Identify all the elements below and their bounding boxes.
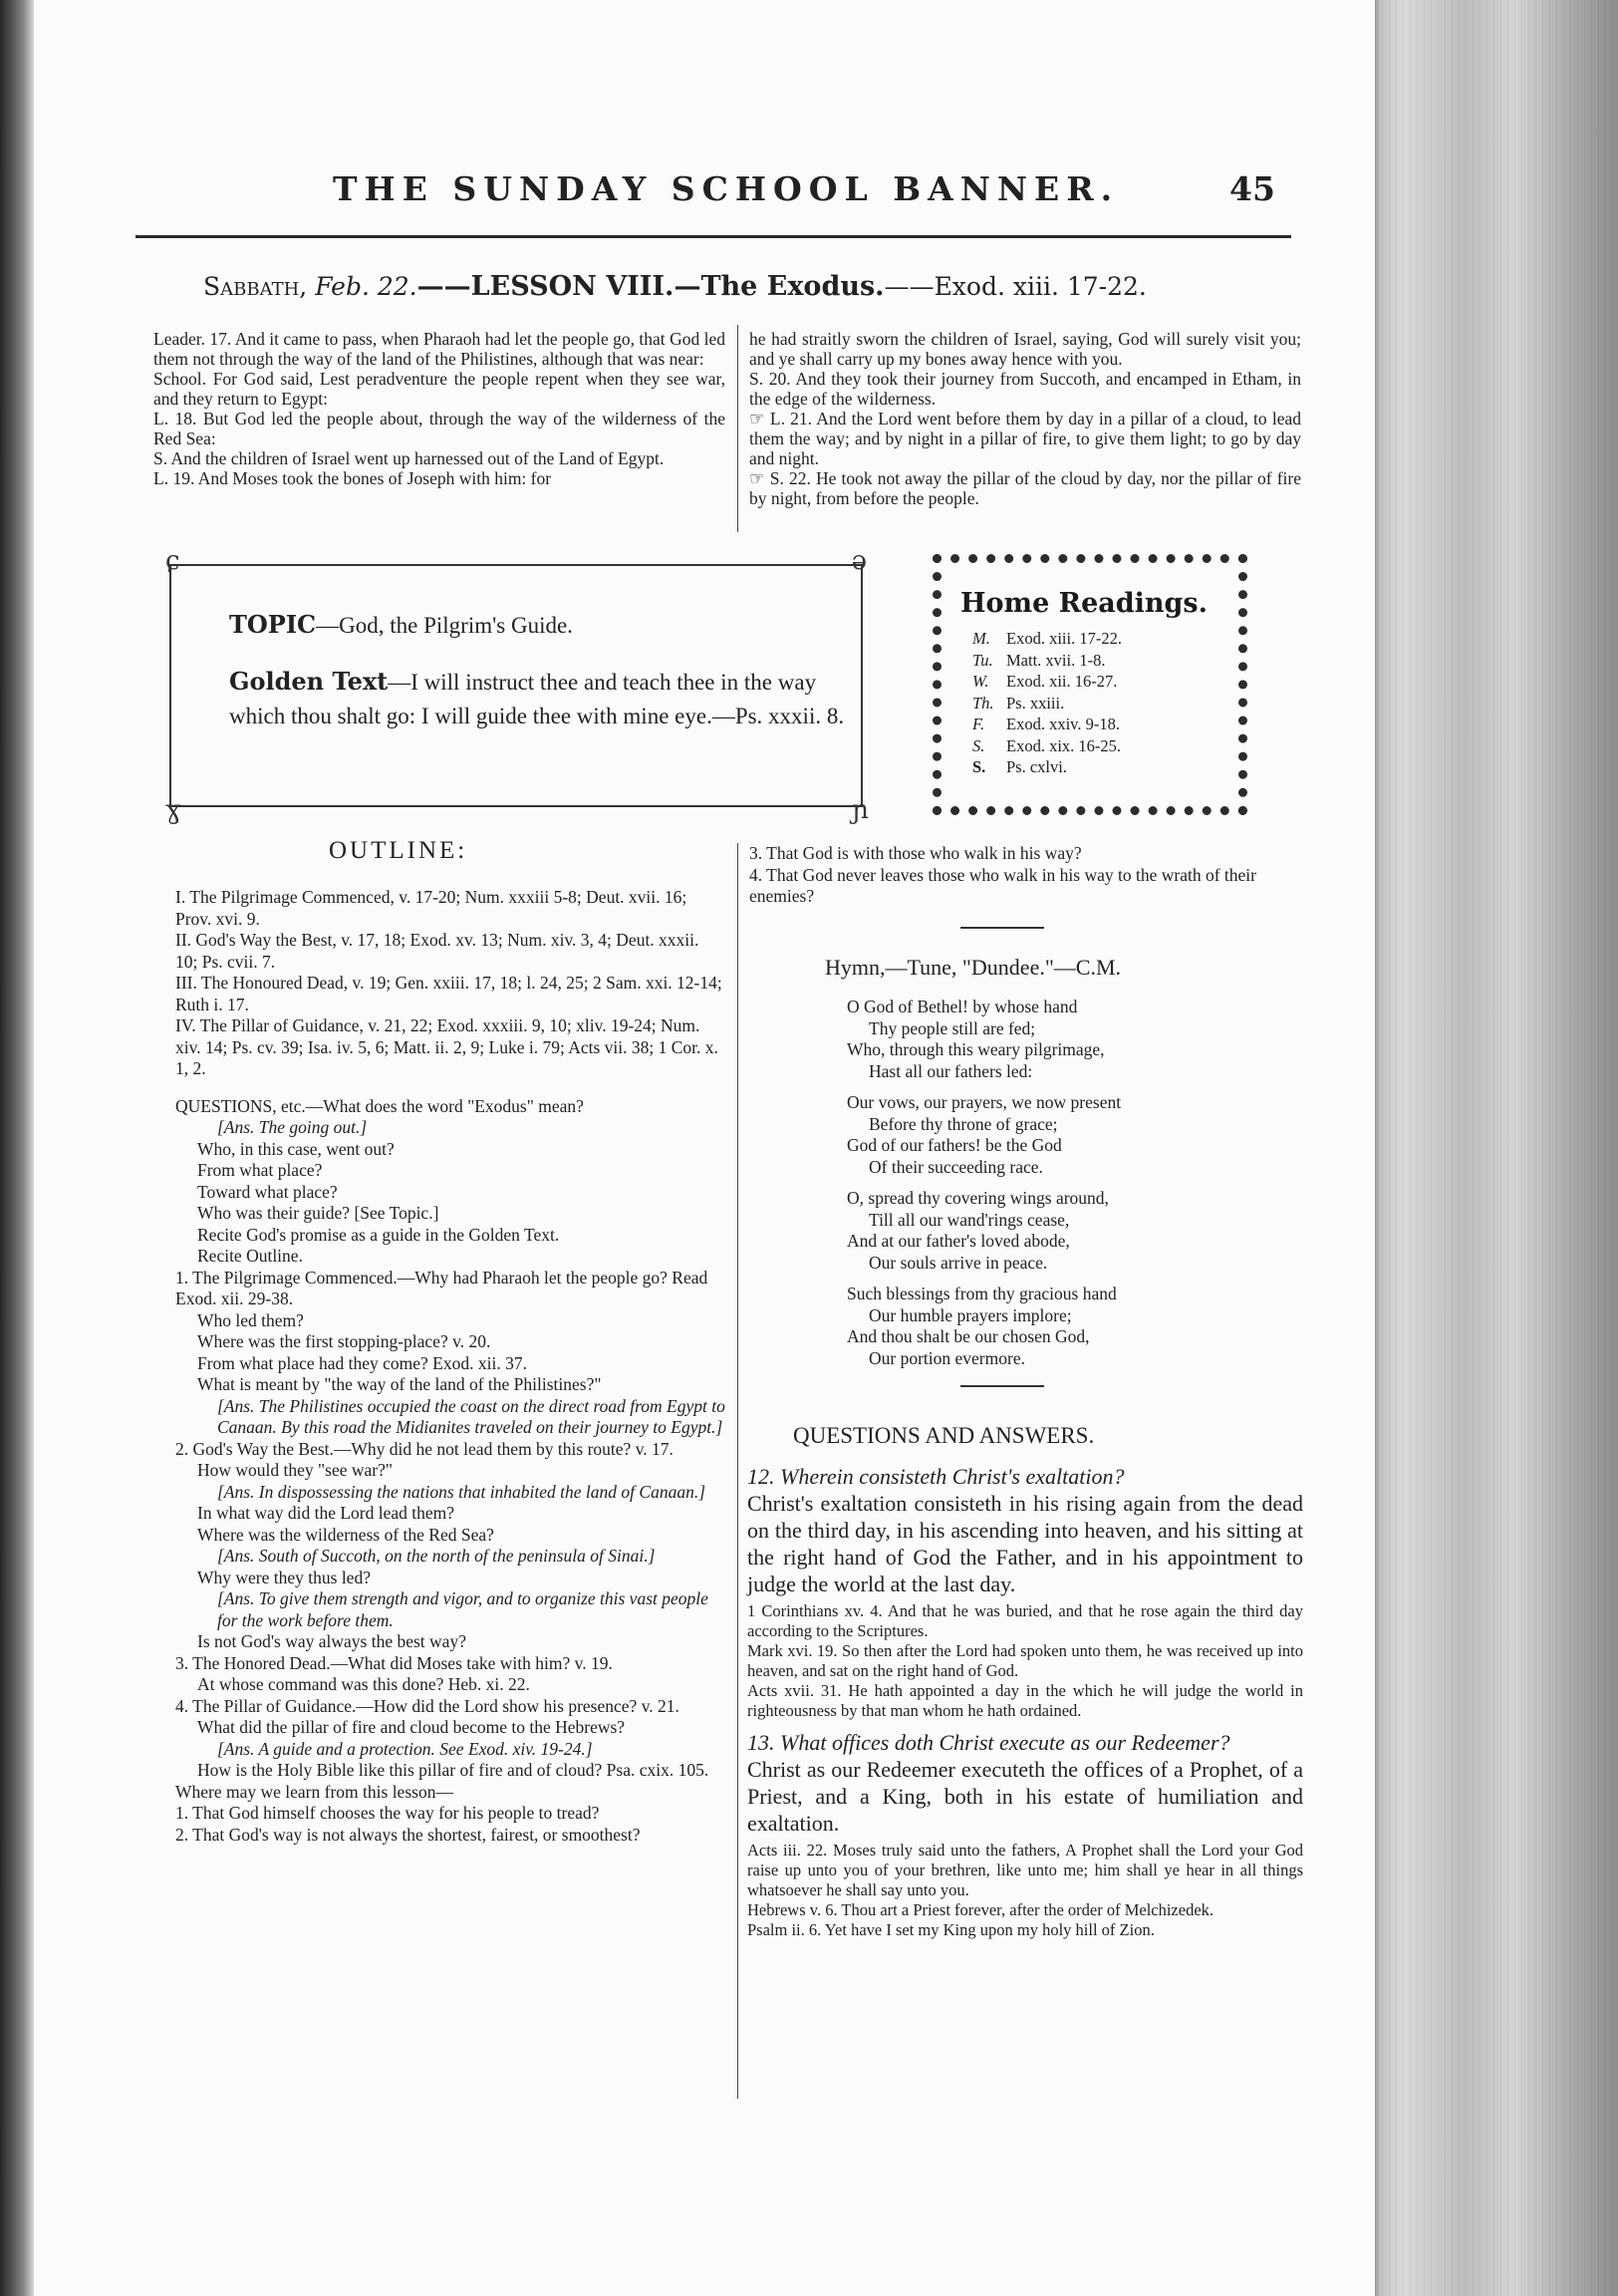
answer-line: [Ans. South of Succoth, on the north of the peninsula of Sinai.] [217,1546,656,1566]
lesson-day: Sabbath, [203,272,308,301]
page-number: 45 [1229,169,1275,208]
hymn-heading: Hymn,—Tune, "Dundee."—C.M. [825,955,1122,980]
scripture-verse: L. 18. But God led the people about, through the way of the wilderness of the Red Sea: [153,409,725,448]
question-line: Is not God's way always the best way? [197,1631,466,1651]
question-line: What is meant by "the way of the land of the Philistines?" [197,1374,602,1394]
qa-heading: QUESTIONS AND ANSWERS. [793,1423,1095,1448]
question-13: 13. What offices doth Christ execute as our Redeemer? [747,1730,1230,1755]
hymn [847,997,1285,1369]
answer-13: Christ as our Redeemer executeth the offices of a Prophet, of a Priest, and a King, both in his estate of humiliation and exaltation. [747,1757,1303,1836]
outline-item: IV. The Pillar of Guidance, v. 21, 22; Exod. xxxiii. 9, 10; xliv. 19-24; Num. xiv. 14; Ps. cv. 39; Isa. iv. 5, 6; Matt. ii. 2, 9; Luke i. 79; Acts vii. 38; 1 Cor. x. 1, 2. [175,1015,718,1078]
proof-text: Hebrews v. 6. Thou art a Priest forever, after the order of Melchizedek. [747,1900,1214,1919]
book-page-edges [1375,0,1618,2296]
column-separator [737,843,738,2099]
reading-item: F. Exod. xxiv. 9-18. [972,715,1120,733]
golden-text-label: Golden Text [229,667,389,696]
golden-text [229,665,867,733]
answer-line: [Ans. A guide and a protection. See Exod. xiv. 19-24.] [217,1738,593,1759]
scripture-right-column [749,329,1301,508]
proof-text: Acts iii. 22. Moses truly said unto the fathers, A Prophet shall the Lord your God raise up unto you of your brethren, like unto me; him shall ye hear in all things whatsoever he shall say unto you. [747,1841,1303,1899]
question-line: Recite Outline. [197,1246,303,1266]
reading-item: S. Exod. xix. 16-25. [972,735,1122,755]
qa-section [747,1463,1303,1940]
question-line: From what place? [197,1160,323,1180]
corner-ornament: ɣ [165,795,181,825]
scripture-verse: School. For God said, Lest peradventure the people repent when they see war, and they return to Egypt: [153,369,725,409]
page [34,0,1375,2296]
hymn-stanza: O God of Bethel! by whose hand Thy people still are fed; Who, through this weary pilgrimage, Hast all our fathers led: [847,997,1105,1081]
question-line: How is the Holy Bible like this pillar of fire and of cloud? Psa. cxix. 105. [197,1760,709,1780]
outline-item: I. The Pilgrimage Commenced, v. 17-20; Num. xxxiii 5-8; Deut. xvii. 16; Prov. xvi. 9. [175,887,687,929]
divider [960,1385,1044,1387]
divider [960,927,1044,929]
column-separator [737,325,738,532]
home-readings-box [933,554,1247,815]
question-line: Where was the first stopping-place? v. 20. [197,1331,491,1351]
question-12: 12. Wherein consisteth Christ's exaltation? [747,1464,1125,1489]
topic-line [229,608,867,643]
question-line: Toward what place? [197,1181,338,1202]
answer-12: Christ's exaltation consisteth in his rising again from the dead on the third day, in his ascending into heaven, and his sitting at the right hand of God the Father, and in his appointment to judge the world at the last day. [747,1491,1303,1596]
question-line: Who was their guide? [See Topic.] [197,1203,439,1223]
header-rule [135,235,1291,238]
reading-item: W. Exod. xii. 16-27. [972,672,1118,691]
scripture-verse: Leader. 17. And it came to pass, when Pharaoh had let the people go, that God led them not through the way of the land of the Philistines, although that was near: [153,329,725,369]
proof-text: Acts xvii. 31. He hath appointed a day in the which he will judge the world in righteousness by that man whom he hath ordained. [747,1681,1303,1720]
section-question: 1. The Pilgrimage Commenced.—Why had Pharaoh let the people go? Read Exod. xii. 29-38. [175,1267,708,1308]
topic-label: TOPIC [229,610,317,639]
question-line: 2. That God's way is not always the shortest, fairest, or smoothest? [175,1824,641,1845]
left-column [175,887,725,1846]
question-line: Why were they thus led? [197,1567,371,1587]
question-line: From what place had they come? Exod. xii. 37. [197,1352,527,1373]
lesson-title: —The Exodus. [674,271,885,302]
section-question: 4. The Pillar of Guidance.—How did the Lord show his presence? v. 21. [175,1695,679,1716]
outline-item: III. The Honoured Dead, v. 19; Gen. xxiii. 17, 18; l. 24, 25; 2 Sam. xxi. 12-14; Ruth i. 17. [175,973,722,1014]
reading-item: Tu. Matt. xvii. 1-8. [972,650,1106,670]
reading-item: M. Exod. xiii. 17-22. [972,629,1122,648]
answer-line: [Ans. The going out.] [217,1117,368,1137]
answer-line: [Ans. To give them strength and vigor, and to organize this vast people for the work before them. [217,1588,708,1630]
scripture-left-column [153,329,725,488]
question-line: Recite God's promise as a guide in the Golden Text. [197,1224,560,1245]
question-line: How would they "see war?" [197,1460,394,1480]
scripture-verse: ☞ L. 21. And the Lord went before them by day in a pillar of a cloud, to lead them the way; and by night in a pillar of fire, to give them light; to go by day and night. [749,409,1301,468]
scripture-verse: S. And the children of Israel went up harnessed out of the Land of Egypt. [153,448,665,468]
corner-ornament: ə [851,546,867,576]
scripture-verse: L. 19. And Moses took the bones of Joseph with him: for [153,468,552,488]
proof-text: 1 Corinthians xv. 4. And that he was buried, and that he rose again the third day according to the Scriptures. [747,1601,1303,1640]
question-line: At whose command was this done? Heb. xi. 22. [197,1674,530,1694]
lesson-reference: ——Exod. xiii. 17-22. [884,272,1147,301]
running-head: THE SUNDAY SCHOOL BANNER. [333,169,1120,208]
answer-line: [Ans. The Philistines occupied the coast on the direct road from Egypt to Canaan. By this road the Midianites traveled on their journey to Egypt.] [217,1395,725,1437]
question-line: In what way did the Lord lead them? [197,1503,455,1523]
lesson-number: ——LESSON VIII. [416,271,674,302]
golden-text-body: —I will instruct thee and teach thee in the way which thou shalt go: I will guide thee with mine eye.—Ps. xxxii. 8. [229,670,845,728]
section-question: 3. The Honored Dead.—What did Moses take with him? v. 19. [175,1652,613,1673]
corner-ornament: ɕ [165,546,180,576]
binding-shadow [0,0,34,2296]
home-readings-list [972,628,1122,778]
outline-heading: OUTLINE: [329,837,468,864]
lesson-point: 3. That God is with those who walk in his way? [749,843,1082,863]
lesson-point: 4. That God never leaves those who walk in his way to the wrath of their enemies? [749,864,1256,906]
scripture-verse: he had straitly sworn the children of Israel, saying, God will surely visit you; and ye shall carry up my bones away hence with you. [749,329,1301,369]
hymn-stanza: Our vows, our prayers, we now present Before thy throne of grace; God of our fathers! be the God Of their succeeding race. [847,1092,1122,1177]
lesson-heading [203,271,1147,302]
scripture-verse: ☞ S. 22. He took not away the pillar of the cloud by day, nor the pillar of fire by night, from before the people. [749,468,1301,508]
answer-line: [Ans. In dispossessing the nations that inhabited the land of Canaan.] [217,1481,706,1502]
question-line: Where was the wilderness of the Red Sea? [197,1524,494,1545]
hymn-stanza: O, spread thy covering wings around, Till all our wand'rings cease, And at our father's loved abode, Our souls arrive in peace. [847,1188,1109,1273]
hymn-stanza: Such blessings from thy gracious hand Our humble prayers implore; And thou shalt be our chosen God, Our portion evermore. [847,1284,1117,1368]
lesson-date: Feb. 22. [315,272,417,301]
outline-item: II. God's Way the Best, v. 17, 18; Exod. xv. 13; Num. xiv. 3, 4; Deut. xxxii. 10; Ps. cvii. 7. [175,930,699,972]
question-line: QUESTIONS, etc.—What does the word "Exodus" mean? [175,1095,584,1116]
corner-ornament: ɲ [852,795,869,825]
proof-text: Mark xvi. 19. So then after the Lord had spoken unto them, he was received up into heaven, and sat on the right hand of God. [747,1641,1303,1680]
question-line: Where may we learn from this lesson— [175,1781,453,1802]
topic-box [165,546,869,825]
home-readings-title: Home Readings. [960,588,1209,619]
topic-content [229,608,867,733]
scripture-verse: S. 20. And they took their journey from Succoth, and encamped in Etham, in the edge of the wilderness. [749,369,1301,409]
section-question: 2. God's Way the Best.—Why did he not lead them by this route? v. 17. [175,1438,674,1459]
question-line: Who, in this case, went out? [197,1138,395,1159]
reading-item: Th. Ps. xxiii. [972,693,1065,713]
topic-text: —God, the Pilgrim's Guide. [316,613,573,638]
right-column [749,843,1301,908]
question-line: What did the pillar of fire and cloud become to the Hebrews? [197,1717,626,1737]
question-line: 1. That God himself chooses the way for his people to tread? [175,1803,600,1823]
reading-item: S. Ps. cxlvi. [972,757,1067,776]
proof-text: Psalm ii. 6. Yet have I set my King upon my holy hill of Zion. [747,1920,1155,1939]
question-line: Who led them? [197,1309,304,1330]
